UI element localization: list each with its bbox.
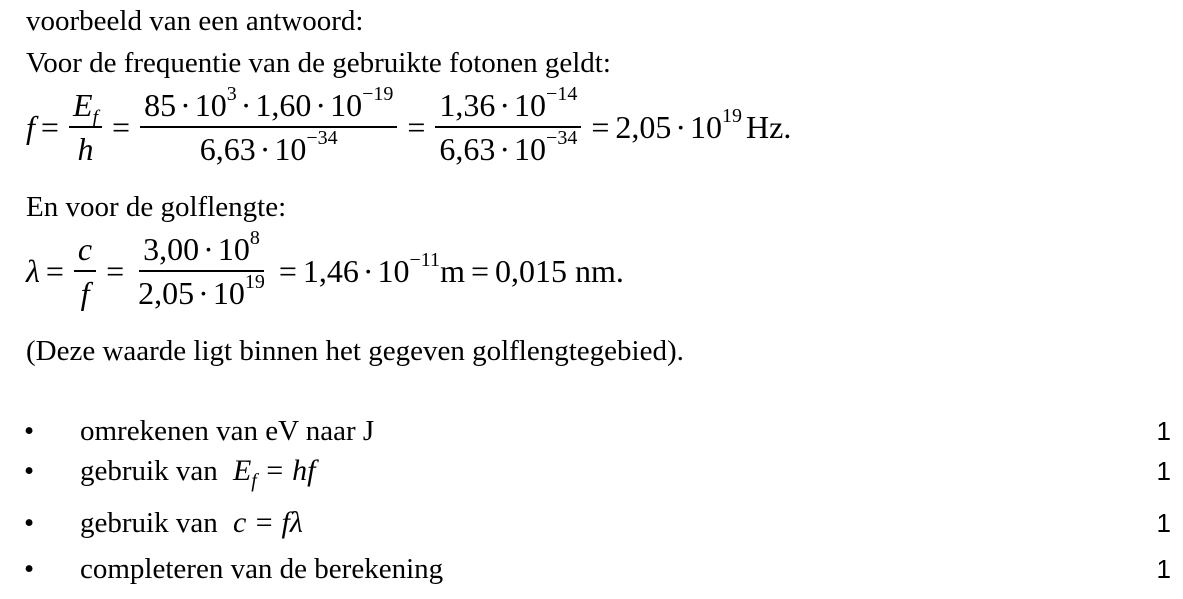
- eq1-f2-num-d: 10: [330, 87, 363, 123]
- eq2-lhs: λ: [26, 252, 40, 289]
- criterion-row: [0, 552, 1183, 586]
- eq1-result-a: 2,05: [615, 108, 672, 145]
- eq2-c-symbol: c: [74, 230, 96, 272]
- eq2-f2-num-a: 3,00: [143, 231, 200, 267]
- eq1-f2-den-b-exp: −34: [306, 127, 338, 150]
- criterion-text: completeren van de berekening: [80, 553, 444, 585]
- eq1-f3-den-b-exp: −34: [546, 127, 578, 150]
- eq1-f3-num-a: 1,36: [439, 87, 496, 123]
- eq2-result: $1,46 \cdot 10^{-11}m$: [302, 248, 465, 289]
- eq1-f2-num-a: 85: [144, 87, 177, 123]
- eq1-fraction-energy-over-h: [69, 86, 102, 168]
- eq1-energy-symbol: E: [72, 87, 93, 123]
- eq2-f2-num-b-exp: 8: [249, 227, 260, 250]
- criterion-text-wrap: [80, 454, 316, 492]
- range-note: (Deze waarde ligt binnen het gegeven golflengtegebied).: [26, 335, 684, 367]
- bullet: •: [24, 507, 35, 539]
- eq1-equals-1: =: [40, 108, 59, 145]
- eq1-result-b-exp: 19: [722, 104, 743, 127]
- eq1-f2-den-a: 6,63: [199, 131, 256, 167]
- eq2-equals-3: =: [278, 252, 297, 289]
- eq1-unit: Hz.: [746, 108, 792, 145]
- eq1-planck-symbol: h: [77, 131, 94, 167]
- eq1-f3-den-a: 6,63: [439, 131, 496, 167]
- eq1-f2-num-b: 10: [194, 87, 227, 123]
- eq2-f-symbol: f: [80, 275, 90, 311]
- eq2-equals-2: =: [106, 252, 125, 289]
- eq1-f3-den-b: 10: [514, 131, 547, 167]
- eq1-equals-2: =: [112, 108, 131, 145]
- eq1-lhs: f: [26, 108, 35, 145]
- criterion-row: [0, 454, 1183, 492]
- eq2-result-unit: m: [440, 252, 465, 289]
- criterion-score: 1: [1156, 456, 1171, 486]
- wavelength-intro: En voor de golflengte:: [26, 191, 287, 223]
- frequency-equation: [26, 83, 792, 168]
- eq1-f2-den-b: 10: [274, 131, 307, 167]
- answer-heading: voorbeeld van een antwoord:: [26, 5, 364, 37]
- eq1-f2-num-d-exp: −19: [362, 83, 394, 106]
- bullet: •: [24, 455, 35, 487]
- eq2-result-b: 10: [377, 252, 410, 289]
- eq2-f2-den-a: 2,05: [138, 275, 195, 311]
- eq2-fraction-numeric: $\frac{3,00 \cdot 10^8}{2,05 \cdot 10^{19}}$: [138, 227, 265, 311]
- eq2-equals-4: =: [470, 252, 489, 289]
- criterion-text: gebruik van: [80, 507, 218, 539]
- eq1-result: $2,05 \cdot 10^{19}$ Hz.: [615, 104, 792, 145]
- eq1-f3-num-b-exp: −14: [546, 83, 578, 106]
- criterion-text: gebruik van: [80, 455, 218, 487]
- criterion-text: omrekenen van eV naar J: [80, 415, 375, 447]
- eq1-energy-subscript: f: [92, 106, 99, 129]
- eq2-result-b-exp: −11: [409, 248, 441, 271]
- wavelength-equation: [26, 227, 624, 312]
- bullet: •: [24, 415, 35, 447]
- eq1-fraction-numeric: $\frac{85 \cdot 10^3 \cdot 1,60 \cdot 10^{-19}}{6,63 \cdot 10^{-34}}$: [140, 86, 397, 168]
- eq2-f2-den-b: 10: [212, 275, 245, 311]
- criterion-score: 1: [1156, 416, 1171, 446]
- eq2-f2-den-b-exp: 19: [244, 271, 265, 294]
- criterion-row: [0, 414, 1183, 448]
- criterion-formula-wave: c = fλ: [232, 506, 303, 539]
- eq2-f2-num-b: 10: [217, 231, 250, 267]
- bullet: •: [24, 553, 35, 585]
- eq2-fraction-c-over-f: [74, 230, 96, 312]
- eq1-f2-num-c: 1,60: [255, 87, 312, 123]
- eq1-f2-num-b-exp: 3: [226, 83, 237, 106]
- frequency-intro: Voor de frequentie van de gebruikte fotonen geldt:: [26, 47, 611, 79]
- criterion-score: 1: [1156, 508, 1171, 538]
- eq1-f3-num-b: 10: [514, 87, 547, 123]
- eq1-equals-3: =: [407, 108, 426, 145]
- criterion-formula-energy: $E_f$ = hf: [232, 454, 316, 492]
- eq1-equals-4: =: [591, 108, 610, 145]
- eq2-result-a: 1,46: [302, 252, 359, 289]
- criterion-score: 1: [1156, 554, 1171, 584]
- criterion-row: [0, 506, 1183, 540]
- eq1-fraction-simplified: $\frac{1,36 \cdot 10^{-14}}{6,63 \cdot 10^{-34}}$: [435, 86, 581, 168]
- criterion-text-wrap: [80, 506, 303, 540]
- eq2-equals-1: =: [45, 252, 64, 289]
- eq1-result-b: 10: [690, 108, 723, 145]
- eq2-result-nm: 0,015 nm.: [495, 252, 624, 289]
